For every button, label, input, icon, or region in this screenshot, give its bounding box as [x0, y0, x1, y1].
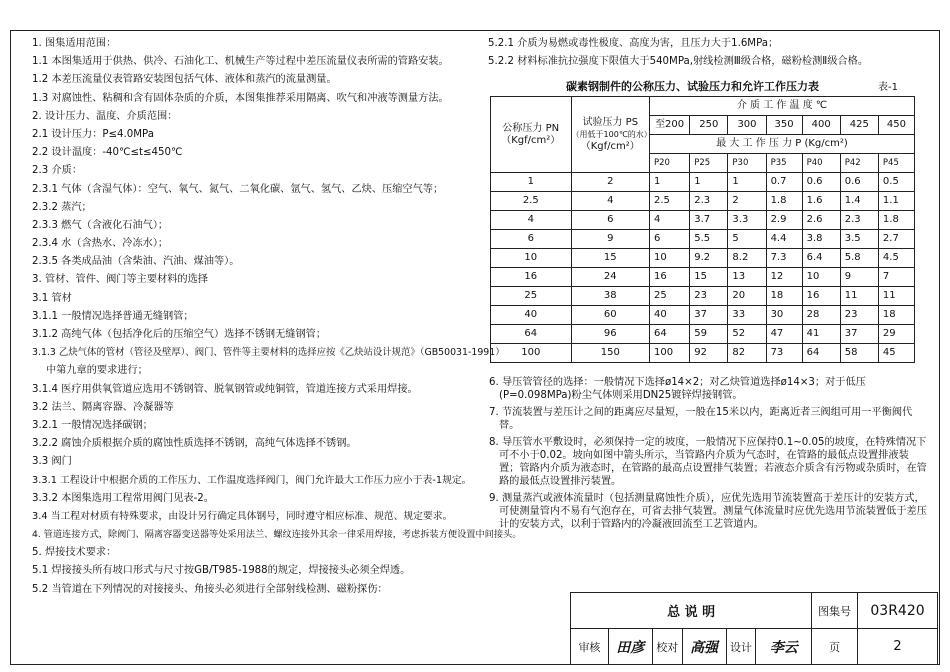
- table-cell: 1: [649, 173, 689, 192]
- header-nominal-pressure: 公称压力 PN （Kgf/cm²）: [491, 97, 572, 173]
- table-cell: 2.5: [491, 192, 572, 211]
- text-line: 3.1 管材: [32, 292, 72, 304]
- text-line: 2.1 设计压力：P≤4.0MPa: [32, 128, 154, 140]
- table-cell: 2.3: [690, 192, 728, 211]
- text-line: 2.3.1 气体（含湿气体）：空气、氧气、氮气、二氧化碳、氩气、氢气、乙炔、压缩空气等；: [32, 183, 444, 195]
- table-cell: 4.5: [878, 249, 914, 268]
- temp-cell: 350: [766, 116, 802, 135]
- table-cell: 40: [491, 306, 572, 325]
- table-cell: 5: [728, 230, 766, 249]
- table-row: [491, 249, 915, 268]
- table-cell: 28: [802, 306, 840, 325]
- table-cell: 12: [766, 268, 802, 287]
- text-line: 1.3 对腐蚀性、粘稠和含有固体杂质的介质，本图集推荐采用隔离、吹气和冲液等测量方法。: [32, 92, 449, 104]
- design-label: 设计: [726, 629, 756, 665]
- note-7: 7. 节流装置与差压计之间的距离应尽量短，一般在15米以内，距离近者三阀组可用一平衡阀代替。: [489, 407, 913, 431]
- table-cell: 18: [766, 287, 802, 306]
- title-block: [570, 592, 938, 664]
- header-test-pressure: 试验压力 PS （用低于100℃的水） （Kgf/cm²）: [571, 97, 649, 173]
- text-line: 3. 管材、管件、阀门等主要材料的选择: [32, 274, 208, 286]
- atlas-no: 03R420: [858, 593, 938, 629]
- table-cell: 3.7: [690, 211, 728, 230]
- table-cell: 1: [690, 173, 728, 192]
- table-cell: 29: [878, 325, 914, 344]
- text-line: 2.3.5 各类成品油（含柴油、汽油、煤油等）。: [32, 256, 240, 268]
- table-cell: 20: [728, 287, 766, 306]
- note-9: 9. 测量蒸汽或液体流量时（包括测量腐蚀性介质），应优先选用节流装置高于差压计的安装方式，可使测量管内不易有气泡存在，可省去排气装置。测量气体流量时应优先选用节流装置低于差压计的安装方式，以利于管路内的冷凝液回流至工艺管道内。: [489, 493, 927, 530]
- table-cell: 4: [491, 211, 572, 230]
- table-cell: 9: [571, 230, 649, 249]
- table-cell: 0.7: [766, 173, 802, 192]
- table-cell: 7.3: [766, 249, 802, 268]
- table-cell: 7: [878, 268, 914, 287]
- temp-cell: 450: [878, 116, 914, 135]
- table-cell: 2.3: [840, 211, 878, 230]
- text-line: 4. 管道连接方式，除阀门、隔离容器变送器等处采用法兰、螺纹连接外其余一律采用焊接，考虑拆装方便设置中间接头。: [32, 529, 522, 541]
- table-cell: 0.5: [878, 173, 914, 192]
- table-cell: 41: [802, 325, 840, 344]
- text-line: 2.3 介质：: [32, 165, 83, 177]
- table-row: [491, 325, 915, 344]
- p-col: P30: [728, 154, 766, 173]
- p-col: P42: [840, 154, 878, 173]
- atlas-no-label: 图集号: [812, 593, 858, 629]
- table-cell: 15: [571, 249, 649, 268]
- table-cell: 150: [571, 344, 649, 363]
- temp-cell: 300: [728, 116, 766, 135]
- table-cell: 100: [649, 344, 689, 363]
- temp-cell: 400: [802, 116, 840, 135]
- text-line: 中第九章的要求进行；: [46, 365, 148, 377]
- table-cell: 37: [690, 306, 728, 325]
- table-cell: 1: [491, 173, 572, 192]
- notes: [489, 376, 929, 535]
- table-cell: 2.6: [802, 211, 840, 230]
- table-cell: 0.6: [840, 173, 878, 192]
- table-cell: 33: [728, 306, 766, 325]
- p-col: P25: [690, 154, 728, 173]
- table-number: 表-1: [878, 82, 898, 93]
- text-line: 1.1 本图集适用于供热、供冷、石油化工、机械生产等过程中差压流量仪表所需的管路安装。: [32, 56, 449, 68]
- table-cell: 10: [649, 249, 689, 268]
- table-cell: 1.1: [878, 192, 914, 211]
- temp-cell: 至200: [649, 116, 689, 135]
- table-cell: 1.6: [802, 192, 840, 211]
- text-line: 3.2.2 腐蚀介质根据介质的腐蚀性质选择不锈钢，高纯气体选择不锈钢。: [32, 438, 357, 450]
- table-cell: 23: [690, 287, 728, 306]
- table-row: [491, 287, 915, 306]
- pressure-table: [490, 96, 915, 363]
- text-line: 3.1.1 一般情况选择普通无缝钢管；: [32, 310, 194, 322]
- table-cell: 11: [840, 287, 878, 306]
- temp-cell: 250: [690, 116, 728, 135]
- table-cell: 38: [571, 287, 649, 306]
- table-cell: 2.5: [649, 192, 689, 211]
- table-caption: [488, 78, 928, 94]
- text-line: 3.3.1 工程设计中根据介质的工作压力、工作温度选择阀门，阀门允许最大工作压力应小于表-1规定。: [32, 474, 472, 486]
- page-number: 2: [858, 629, 938, 665]
- table-cell: 60: [571, 306, 649, 325]
- table-cell: 1.8: [878, 211, 914, 230]
- text-line: 1.2 本差压流量仪表管路安装图包括气体、液体和蒸汽的流量测量。: [32, 74, 337, 86]
- table-cell: 73: [766, 344, 802, 363]
- text-line: 2.3.2 蒸汽；: [32, 201, 92, 213]
- temp-cell: 425: [840, 116, 878, 135]
- table-body: [491, 173, 915, 363]
- table-cell: 6: [491, 230, 572, 249]
- page-label: 页: [812, 629, 858, 665]
- table-row: [491, 306, 915, 325]
- table-cell: 2.7: [878, 230, 914, 249]
- table-row: [491, 211, 915, 230]
- p-col: P45: [878, 154, 914, 173]
- table-cell: 2.9: [766, 211, 802, 230]
- table-cell: 16: [802, 287, 840, 306]
- table-cell: 3.3: [728, 211, 766, 230]
- text-line: 3.3.2 本图集选用工程常用阀门见表-2。: [32, 492, 214, 504]
- text-line: 5.2.2 材料标准抗拉强度下限值大于540MPa,射线检测Ⅲ级合格，磁粉检测Ⅱ级合格。: [488, 56, 869, 67]
- table-cell: 37: [840, 325, 878, 344]
- table-cell: 4.4: [766, 230, 802, 249]
- table-cell: 40: [649, 306, 689, 325]
- table-cell: 45: [878, 344, 914, 363]
- text-line: 5.1 焊接接头所有坡口形式与尺寸按GB/T985-1988的规定，焊接接头必须全焊透。: [32, 565, 411, 577]
- text-line: 2.3.3 燃气（含液化石油气）；: [32, 219, 169, 231]
- table-cell: 100: [491, 344, 572, 363]
- table-cell: 64: [491, 325, 572, 344]
- header-medium-temperature: 介 质 工 作 温 度 ℃: [649, 97, 914, 116]
- p-col: P35: [766, 154, 802, 173]
- drawing-title: 总 说 明: [571, 593, 812, 629]
- text-line: 3.2 法兰、隔离容器、冷凝器等: [32, 401, 174, 413]
- table-cell: 18: [878, 306, 914, 325]
- table-cell: 24: [571, 268, 649, 287]
- text-line: 5.2 当管道在下列情况的对接接头、角接头必须进行全部射线检测、磁粉探伤：: [32, 583, 388, 595]
- right-column: [488, 38, 928, 74]
- table-cell: 9: [840, 268, 878, 287]
- table-cell: 52: [728, 325, 766, 344]
- table-cell: 64: [802, 344, 840, 363]
- table-cell: 23: [840, 306, 878, 325]
- table-cell: 3.8: [802, 230, 840, 249]
- table-row: [491, 268, 915, 287]
- table-cell: 10: [491, 249, 572, 268]
- table-cell: 47: [766, 325, 802, 344]
- table-cell: 25: [649, 287, 689, 306]
- table-cell: 16: [491, 268, 572, 287]
- text-line: 5.2.1 介质为易燃或毒性极度、高度为害，且压力大于1.6MPa；: [488, 38, 779, 49]
- table-cell: 30: [766, 306, 802, 325]
- text-line: 1. 图集适用范围：: [32, 38, 117, 49]
- note-8: 8. 导压管水平敷设时，必须保持一定的坡度，一般情况下应保持0.1~0.05的坡度，在特殊情况下可不小于0.02。坡向如图中箭头所示，当管路内介质为气态时，在管路的最低点设置排液装置；管路内介质为液态时，在管路的最高点设置排气装置；若液态介质含有污物或杂质时，在管路的最低点设置排污装置。: [489, 437, 927, 487]
- table-cell: 0.6: [802, 173, 840, 192]
- review-signature: 田彦: [608, 629, 652, 665]
- table-row: [491, 173, 915, 192]
- table-cell: 2: [728, 192, 766, 211]
- table-cell: 59: [690, 325, 728, 344]
- table-cell: 3.5: [840, 230, 878, 249]
- table-cell: 4: [649, 211, 689, 230]
- table-row: [491, 230, 915, 249]
- text-line: 3.2.1 一般情况选择碳钢；: [32, 419, 153, 431]
- table-cell: 5.8: [840, 249, 878, 268]
- text-line: 3.1.4 医疗用供氧管道应选用不锈钢管、脱氧钢管或纯铜管，管道连接方式采用焊接。: [32, 383, 418, 395]
- table-cell: 2: [571, 173, 649, 192]
- left-column: [32, 38, 522, 602]
- table-cell: 64: [649, 325, 689, 344]
- table-cell: 1.4: [840, 192, 878, 211]
- table-cell: 16: [649, 268, 689, 287]
- header-max-working-pressure: 最 大 工 作 压 力 P (Kg/cm²): [649, 135, 914, 154]
- text-line: 5. 焊接技术要求：: [32, 547, 117, 559]
- text-line: 3.4 当工程对材质有特殊要求，由设计另行确定具体钢号，同时遵守相应标准、规范、规定要求。: [32, 510, 453, 522]
- table-cell: 25: [491, 287, 572, 306]
- p-col: P40: [802, 154, 840, 173]
- table-cell: 92: [690, 344, 728, 363]
- table-cell: 96: [571, 325, 649, 344]
- note-6: 6. 导压管管径的选择：一般情况下选择ø14×2；对乙炔管道选择ø14×3；对于低压(P=0.098MPa)粉尘气体则采用DN25镀锌焊接钢管。: [489, 377, 866, 401]
- text-line: 2.2 设计温度：-40℃≤t≤450℃: [32, 147, 183, 159]
- table-cell: 58: [840, 344, 878, 363]
- table-cell: 8.2: [728, 249, 766, 268]
- text-line: 3.1.3 乙炔气体的管材（管径及壁厚）、阀门、管件等主要材料的选择应按《乙炔站设计规范》（GB50031-1991）: [32, 347, 505, 359]
- table-cell: 9.2: [690, 249, 728, 268]
- table-cell: 6: [649, 230, 689, 249]
- table-row: [491, 192, 915, 211]
- table-cell: 1: [728, 173, 766, 192]
- text-line: 2. 设计压力、温度、介质范围：: [32, 110, 178, 122]
- table-row: [491, 344, 915, 363]
- table-cell: 82: [728, 344, 766, 363]
- text-line: 2.3.4 水（含热水、冷冻水）；: [32, 238, 169, 250]
- table-cell: 15: [690, 268, 728, 287]
- text-line: 3.1.2 高纯气体（包括净化后的压缩空气）选择不锈钢无缝钢管；: [32, 329, 327, 340]
- table-cell: 1.8: [766, 192, 802, 211]
- text-line: 3.3 阀门: [32, 456, 72, 468]
- design-signature: 李云: [756, 629, 812, 665]
- table-cell: 6.4: [802, 249, 840, 268]
- p-col: P20: [649, 154, 689, 173]
- check-label: 校对: [652, 629, 682, 665]
- table-cell: 10: [802, 268, 840, 287]
- table-cell: 4: [571, 192, 649, 211]
- table-title: 碳素钢制件的公称压力、试验压力和允许工作压力表: [566, 80, 819, 93]
- table-cell: 5.5: [690, 230, 728, 249]
- review-label: 审核: [571, 629, 609, 665]
- check-signature: 高强: [682, 629, 726, 665]
- table-cell: 6: [571, 211, 649, 230]
- table-cell: 13: [728, 268, 766, 287]
- table-cell: 11: [878, 287, 914, 306]
